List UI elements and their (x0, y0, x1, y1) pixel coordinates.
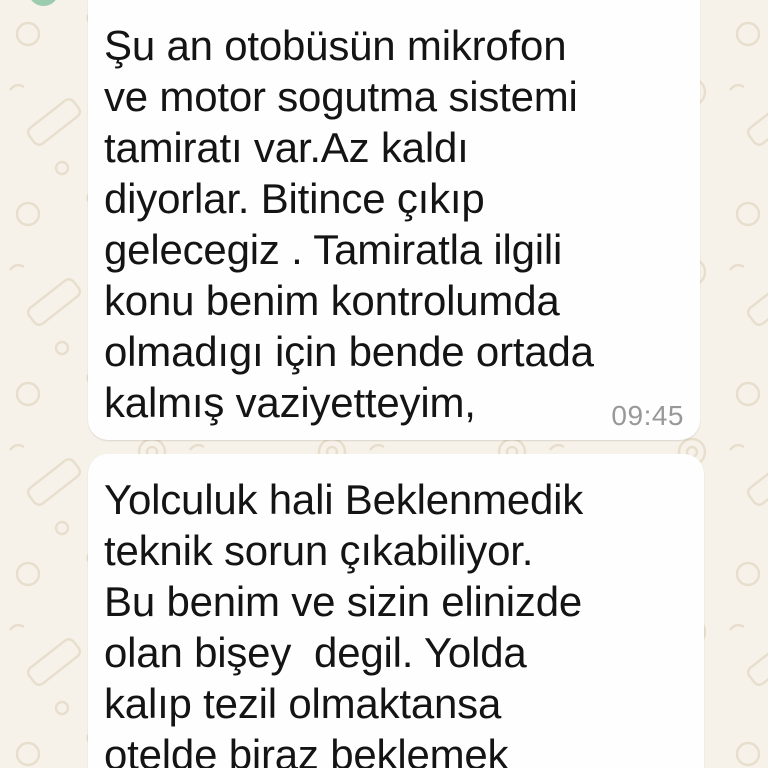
message-line: olmadıgı için bende ortada (104, 328, 594, 375)
message-line: kalmış vaziyetteyim, (104, 379, 476, 426)
message-line: kalıp tezil olmaktansa (104, 680, 502, 727)
message-line: diyorlar. Bitince çıkıp (104, 175, 485, 222)
message-line: tamiratı var.Az kaldı (104, 124, 469, 171)
message-line: konu benim kontrolumda (104, 277, 560, 324)
message-line: Yolculuk hali Beklenmedik (104, 476, 584, 523)
message-bubble-incoming-1[interactable] (88, 0, 700, 440)
message-line: otelde biraz beklemek (104, 731, 509, 768)
message-line: ve motor sogutma sistemi (104, 73, 578, 120)
message-line: gelecegiz . Tamiratla ilgili (104, 226, 563, 273)
message-line: teknik sorun çıkabiliyor. (104, 527, 534, 574)
message-text (104, 20, 684, 428)
message-line: Şu an otobüsün mikrofon (104, 22, 567, 69)
message-text (104, 474, 688, 768)
message-line: Bu benim ve sizin elinizde (104, 578, 583, 625)
message-bubble-incoming-2[interactable] (88, 454, 704, 768)
message-line: olan bişey degil. Yolda (104, 629, 527, 676)
message-timestamp: 09:45 (611, 400, 684, 431)
